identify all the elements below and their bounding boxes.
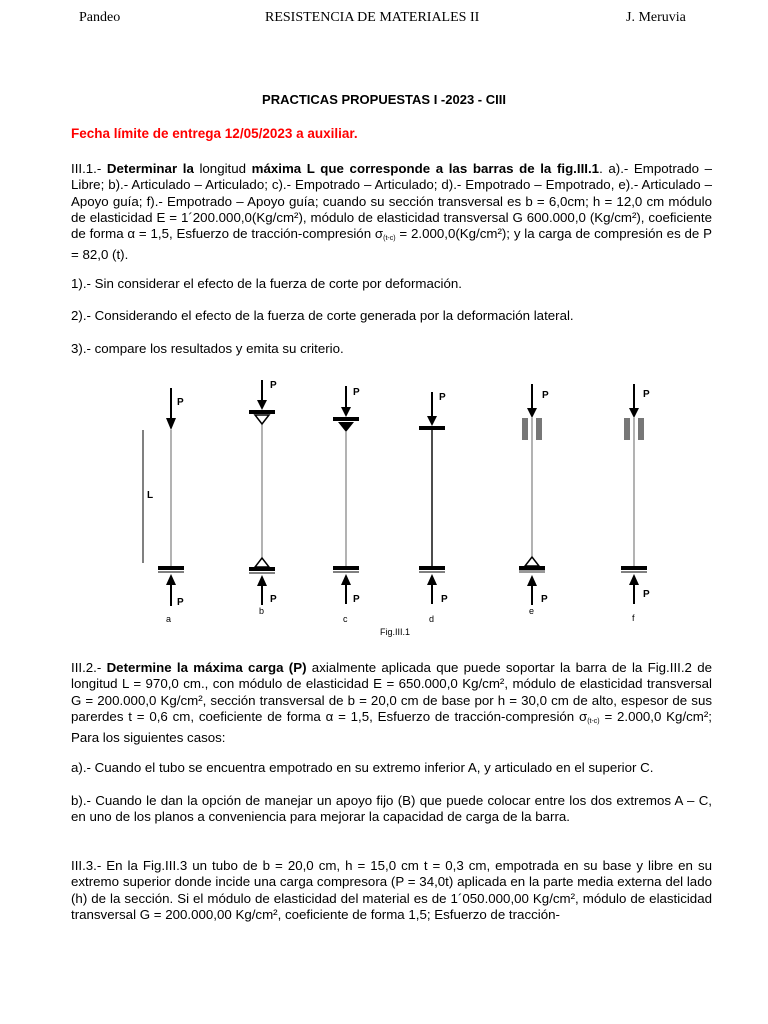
column-c — [333, 386, 360, 624]
svg-text:P: P — [353, 594, 360, 605]
svg-text:P: P — [270, 380, 277, 391]
problem-2-statement: III.2.- Determine la máxima carga (P) axialmente aplicada que puede soportar la barra de la Fig.III.2 de longitud L = 970,0 cm., con módulo de elasticidad E = 650.000,0 Kg/cm², módulo de elasticidad transversal G = 200.000,0 Kg/cm², sección transversal de b = 20,0 cm de base por h = 30,0 cm de alto, espesor de sus parerdes t = 0,6 cm, coeficiente de forma α = 1,5, Esfuerzo de tracción-compresión $\sigma_{(t-c)} = 2.000,0$ Kg/cm²; Para los siguientes casos: — [71, 660, 712, 746]
svg-text:P: P — [439, 392, 446, 403]
question-2: 2).- Considerando el efecto de la fuerza de corte generada por la deformación lateral. — [71, 308, 574, 323]
column-f — [621, 384, 650, 623]
svg-text:d: d — [429, 614, 435, 624]
figure-III-1 — [0, 370, 768, 642]
figure-caption: Fig.III.1 — [380, 627, 411, 637]
problem-3-statement: III.3.- En la Fig.III.3 un tubo de b = 20,0 cm, h = 15,0 cm t = 0,3 cm, empotrada en su base y libre en su extremo superior donde incide una carga compresora (P = 34,0t) aplicada en la parte media externa del lado (h) de la sección. Si el módulo de elasticidad del material es de 1´050.000,00 Kg/cm², módulo de elasticidad transversal G = 200.000,00 Kg/cm², coeficiente de forma 1,5; Esfuerzo de tracción- — [71, 858, 712, 922]
column-b — [249, 380, 277, 616]
svg-text:P: P — [643, 589, 650, 600]
question-1: 1).- Sin considerar el efecto de la fuerza de corte por deformación. — [71, 276, 462, 291]
svg-text:P: P — [177, 397, 184, 408]
column-d — [419, 392, 448, 624]
column-a — [158, 388, 184, 624]
case-b: b).- Cuando le dan la opción de manejar un apoyo fijo (B) que puede colocar entre los dos extremos A – C, en uno de los planos a conveniencia para mejorar la capacidad de carga de la barra. — [71, 793, 712, 825]
svg-text:P: P — [441, 594, 448, 605]
problem-1-statement: III.1.- Determinar la longitud máxima L que corresponde a las barras de la fig.III.1. a).- Empotrado – Libre; b).- Articulado – Articulado; c).- Empotrado – Articulado; d).- Empotrado – Empotrado, e).- Articulado – Apoyo guía; f).- Empotrado – Apoyo guía; cuando su sección transversal es b = 6,0cm; h = 12,0 cm módulo de elasticidad E = 1´200.000,0(Kg/cm²), módulo de elasticidad transversal G 600.000,0 (Kg/cm²), coeficiente de forma α = 1,5, Esfuerzo de tracción-compresión $\sigma_{(t-c)} = 2.000,0(Kg/cm^2)$; y la carga de compresión es de P = 82,0 (t). — [71, 161, 713, 263]
svg-text:b: b — [259, 606, 265, 616]
svg-text:P: P — [353, 387, 360, 398]
header-right: J. Meruvia — [626, 10, 686, 25]
svg-text:c: c — [343, 614, 348, 624]
header-center: RESISTENCIA DE MATERIALES II — [265, 10, 480, 25]
question-3: 3).- compare los resultados y emita su criterio. — [71, 341, 344, 356]
svg-text:P: P — [542, 390, 549, 401]
header-left: Pandeo — [79, 10, 121, 25]
svg-text:P: P — [541, 594, 548, 605]
svg-text:e: e — [529, 606, 535, 616]
column-e — [519, 384, 549, 616]
length-label: L — [147, 490, 154, 501]
svg-text:a: a — [166, 614, 172, 624]
deadline-notice: Fecha límite de entrega 12/05/2023 a auxiliar. — [71, 126, 358, 141]
case-a: a).- Cuando el tubo se encuentra empotrado en su extremo inferior A, y articulado en el superior C. — [71, 760, 654, 775]
page-title: PRACTICAS PROPUESTAS I -2023 - CIII — [262, 92, 506, 107]
svg-text:P: P — [177, 597, 184, 608]
svg-text:f: f — [632, 613, 635, 623]
svg-text:P: P — [270, 594, 277, 605]
svg-text:P: P — [643, 389, 650, 400]
